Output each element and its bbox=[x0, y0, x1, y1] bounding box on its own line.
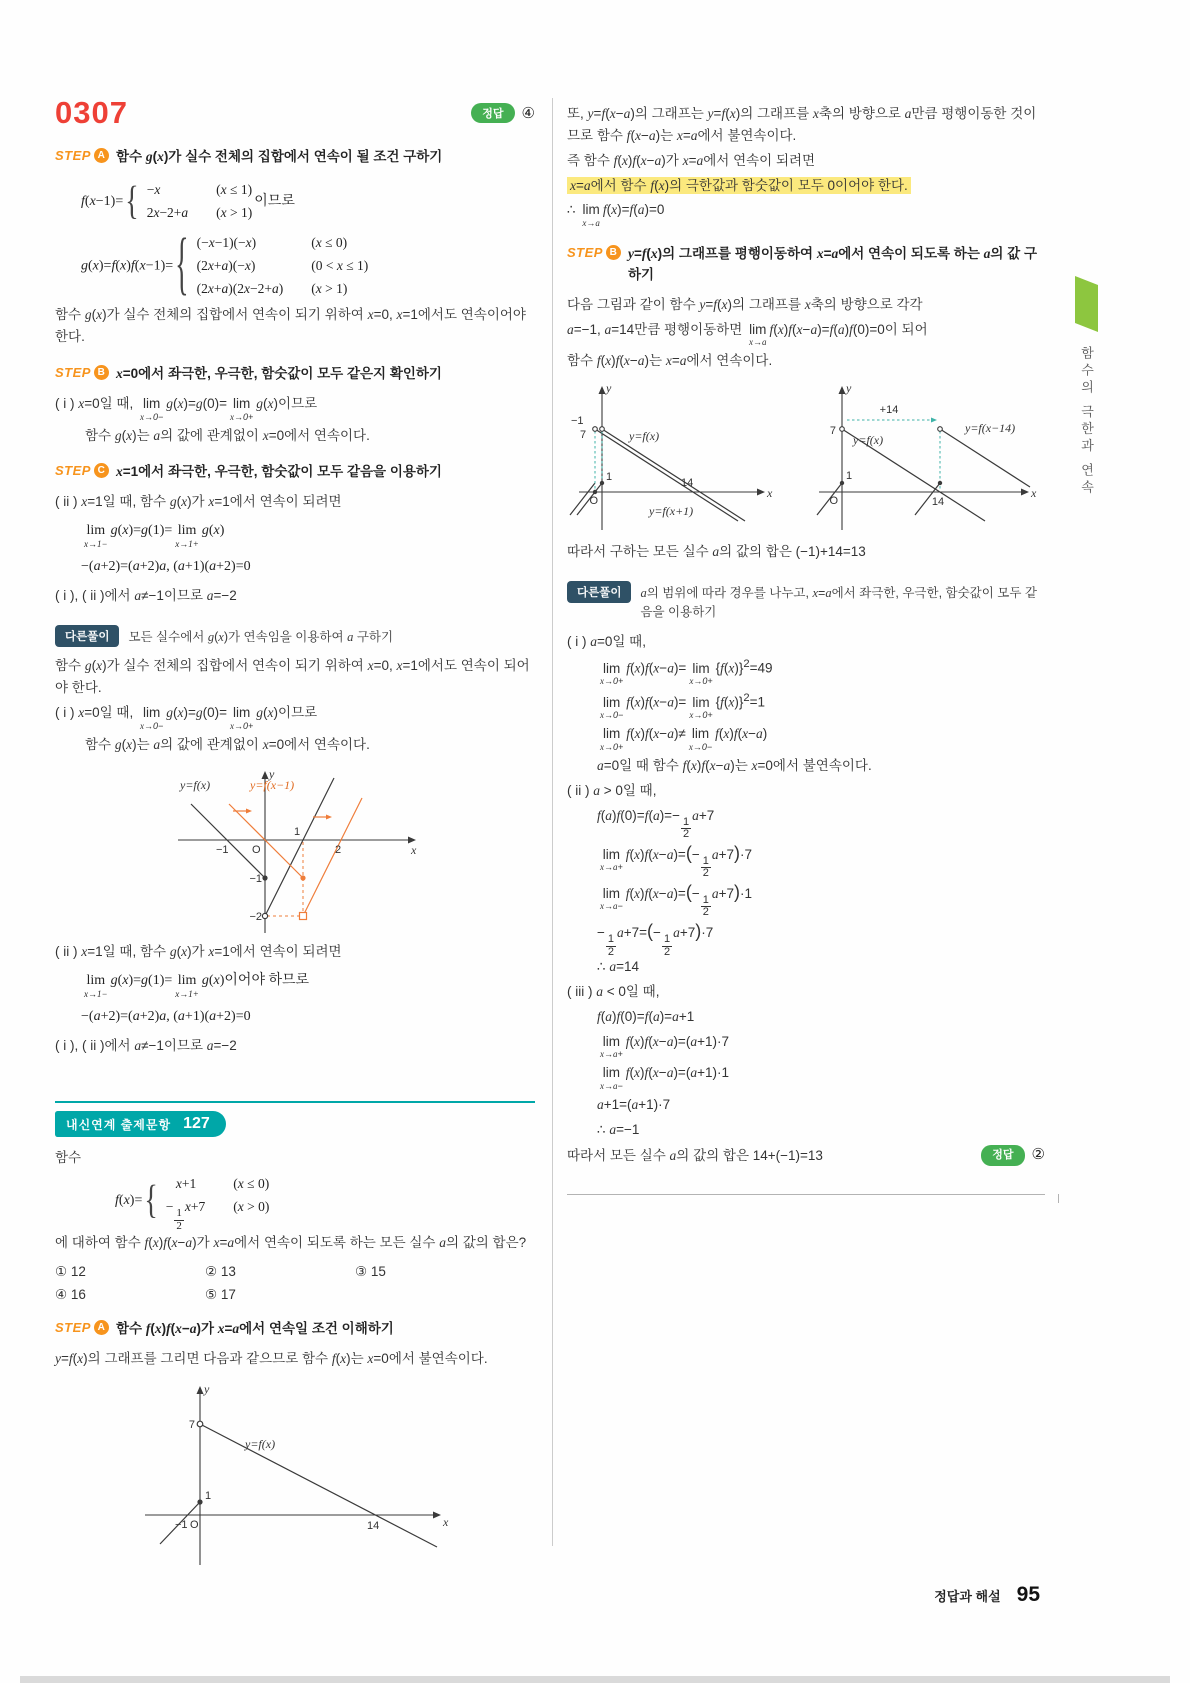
alternate-solution-badge: 다른풀이 bbox=[55, 625, 119, 647]
tick-label: 7 bbox=[188, 1418, 195, 1431]
axis-label-x: x bbox=[767, 486, 773, 500]
paragraph: ( iii ) a < 0일 때, bbox=[567, 983, 660, 999]
page-footer bbox=[934, 1583, 1040, 1607]
paragraph: ( i ), ( ii )에서 a≠−1이므로 a=−2 bbox=[55, 588, 237, 604]
origin-label: O bbox=[829, 495, 838, 507]
paragraph: a=0일 때 함수 f(x)f(x−a)는 x=0에서 불연속이다. bbox=[597, 757, 872, 773]
math-line: lim x→a− f(x)f(x−a)=(a+1)·1 bbox=[600, 1065, 729, 1091]
curve-label-f-minus14: y=f(x−14) bbox=[965, 421, 1016, 435]
chapter-title-vertical: 함수의 극한과 연속 bbox=[1079, 346, 1094, 498]
paragraph: ( ii ) x=1일 때, 함수 g(x)가 x=1에서 연속이 되려면 bbox=[55, 494, 342, 510]
answer-indicator bbox=[981, 1143, 1045, 1167]
solution-end-rule bbox=[567, 1194, 1045, 1195]
tick-label: −1 bbox=[216, 844, 229, 857]
math-line: f(a)f(0)=f(a)=− $\frac{1}{2}$ a+7 bbox=[597, 807, 715, 841]
figure-translated-graphs bbox=[567, 382, 1045, 537]
math-line: lim x→1− g(x)=g(1)= lim x→1+ g(x)이어야 하므로 bbox=[84, 973, 310, 1000]
math-line: ∴ a=−1 bbox=[597, 1121, 640, 1137]
tick-label: −1 bbox=[175, 1518, 188, 1531]
curve-label-f: y=f(x) bbox=[245, 1436, 276, 1451]
axis-label-y: y bbox=[606, 382, 612, 395]
answer-value: ④ bbox=[521, 105, 535, 122]
highlighted-statement: x=a에서 함수 f(x)의 극한값과 함숫값이 모두 0이어야 한다. bbox=[567, 175, 1045, 197]
math-line: − $\frac{1}{2}$ a+7=(− $\frac{1}{2}$ a+7)·7 bbox=[597, 920, 714, 958]
tick-label: 14 bbox=[367, 1519, 380, 1532]
step-word: STEP bbox=[55, 365, 91, 381]
axis-label-y: y bbox=[204, 1381, 210, 1396]
paragraph: ( i ) x=0일 때, lim x→0− g(x)=g(0)= lim x→0+ g(x)이므로 bbox=[55, 396, 318, 422]
choice-4: ④ 16 bbox=[55, 1287, 86, 1303]
conclusion-line bbox=[567, 1143, 1045, 1167]
math-line: −(a+2)=(a+2)a, (a+1)(a+2)=0 bbox=[81, 559, 251, 575]
step-title: 함수 f(x)f(x−a)가 x=a에서 연속일 조건 이해하기 bbox=[115, 1321, 394, 1337]
origin-label: O bbox=[190, 1518, 199, 1531]
alternate-solution-badge: 다른풀이 bbox=[567, 581, 631, 603]
paragraph: y=f(x)의 그래프를 그리면 다음과 같으므로 함수 f(x)는 x=0에서 불연속이다. bbox=[55, 1351, 488, 1367]
math-line: f(x)= { x+1 (x ≤ 0) − $\frac{1}{2}$ x+7 (x > 0) bbox=[115, 1175, 270, 1232]
tick-label: 7 bbox=[580, 429, 587, 441]
graph-translations bbox=[567, 382, 1045, 537]
paragraph: 따라서 구하는 모든 실수 a의 값의 합은 (−1)+14=13 bbox=[567, 544, 866, 559]
paragraph: 또, y=f(x−a)의 그래프는 y=f(x)의 그래프를 x축의 방향으로 a만큼 평행이동한 것이므로 함수 f(x−a)는 x=a에서 불연속이다. bbox=[567, 106, 1037, 143]
paragraph: 에 대하여 함수 f(x)f(x−a)가 x=a에서 연속이 되도록 하는 모든 실수 a의 값의 합은? bbox=[55, 1235, 527, 1251]
step-badge bbox=[567, 244, 621, 260]
step-title: x=1에서 좌극한, 우극한, 함숫값이 모두 같음을 이용하기 bbox=[115, 464, 442, 480]
tick-label: 2 bbox=[335, 844, 342, 857]
paragraph: ∴ lim x→a f(x)=f(a)=0 bbox=[567, 202, 665, 228]
math-line: a+1=(a+1)·7 bbox=[597, 1096, 671, 1112]
tick-label: 1 bbox=[294, 826, 301, 839]
paragraph: a=−1, a=14만큼 평행이동하면 lim x→a f(x)f(x−a)=f(a)f(0)=0이 되어 bbox=[567, 321, 928, 348]
math-line: ∴ a=14 bbox=[597, 959, 639, 975]
paragraph: 함수 f(x)f(x−a)는 x=a에서 연속이다. bbox=[567, 353, 773, 369]
math-line: f(a)f(0)=f(a)=a+1 bbox=[597, 1008, 695, 1024]
paragraph: ( ii ) a > 0일 때, bbox=[567, 782, 657, 798]
axis-label-x: x bbox=[443, 1514, 449, 1529]
answer-indicator bbox=[471, 103, 535, 123]
curve-label-f: y=f(x) bbox=[853, 433, 884, 447]
axis-label-x: x bbox=[411, 843, 417, 858]
curve-label-f-shift: y=f(x−1) bbox=[250, 778, 295, 793]
paragraph: 함수 g(x)가 실수 전체의 집합에서 연속이 되기 위하여 x=0, x=1에서도 연속이 되어야 한다. bbox=[55, 658, 530, 696]
choice-1: ① 12 bbox=[55, 1264, 86, 1280]
step-badge bbox=[55, 147, 109, 163]
step-letter: C bbox=[94, 463, 109, 478]
tick-label: −2 bbox=[249, 911, 262, 924]
graph-fx bbox=[135, 1380, 455, 1570]
step-letter: B bbox=[94, 365, 109, 380]
tick-label: 1 bbox=[606, 471, 613, 483]
step-badge bbox=[55, 364, 109, 380]
answer-badge: 정답 bbox=[471, 103, 514, 123]
math-line: lim x→a− f(x)f(x−a)=(− $\frac{1}{2}$ a+7)·1 bbox=[600, 881, 753, 919]
step-b-heading bbox=[55, 364, 535, 385]
linked-problem-number: 127 bbox=[183, 1115, 210, 1133]
tick-label: −1 bbox=[571, 415, 584, 427]
step-word: STEP bbox=[55, 1320, 91, 1336]
step-word: STEP bbox=[567, 244, 603, 260]
tick-label: 14 bbox=[681, 477, 694, 489]
paragraph: 즉 함수 f(x)f(x−a)가 x=a에서 연속이 되려면 bbox=[567, 152, 816, 168]
answer-badge: 정답 bbox=[981, 1145, 1024, 1167]
alternate-solution-title: 모든 실수에서 g(x)가 연속임을 이용하여 a 구하기 bbox=[128, 630, 394, 644]
linked-problem-label: 내신연계 출제문항 bbox=[66, 1117, 172, 1132]
math-line: lim x→1− g(x)=g(1)= lim x→1+ g(x) bbox=[84, 523, 225, 550]
step-word: STEP bbox=[55, 463, 91, 479]
step-b2-heading bbox=[567, 244, 1045, 286]
tick-label: 14 bbox=[931, 496, 945, 508]
paragraph: ( i ), ( ii )에서 a≠−1이므로 a=−2 bbox=[55, 1038, 237, 1054]
choice-list bbox=[55, 1264, 535, 1303]
paragraph: 함수 g(x)가 실수 전체의 집합에서 연속이 되기 위하여 x=0, x=1에서도 연속이어야 한다. bbox=[55, 307, 526, 345]
choice-3: ③ 15 bbox=[355, 1264, 386, 1280]
axis-label-y: y bbox=[846, 382, 852, 395]
footer-label: 정답과 해설 bbox=[934, 1589, 1001, 1604]
alternate-solution-heading bbox=[55, 625, 535, 647]
paragraph: 함수 g(x)는 a의 값에 관계없이 x=0에서 연속이다. bbox=[85, 736, 370, 752]
paragraph: ( i ) a=0일 때, bbox=[567, 633, 646, 649]
math-line: lim x→0+ f(x)f(x−a)≠ lim x→0− f(x)f(x−a) bbox=[600, 726, 768, 752]
paragraph: 다음 그림과 같이 함수 y=f(x)의 그래프를 x축의 방향으로 각각 bbox=[567, 296, 923, 312]
page-number: 95 bbox=[1016, 1583, 1040, 1606]
shift-label: +14 bbox=[879, 404, 899, 416]
paragraph: ( i ) x=0일 때, lim x→0− g(x)=g(0)= lim x→0+ g(x)이므로 bbox=[55, 705, 318, 731]
step-letter: B bbox=[606, 245, 621, 260]
conclusion-text: 따라서 모든 실수 a의 값의 합은 14+(−1)=13 bbox=[567, 1147, 823, 1163]
alternate-solution-heading bbox=[567, 581, 1045, 623]
step-badge bbox=[55, 462, 109, 478]
figure-gx-graph bbox=[55, 765, 535, 935]
problem-header bbox=[55, 95, 535, 131]
curve-label-f: y=f(x) bbox=[629, 429, 660, 443]
left-column bbox=[55, 95, 535, 1576]
step-title: y=f(x)의 그래프를 평행이동하여 x=a에서 연속이 되도록 하는 a의 값 구하기 bbox=[627, 245, 1037, 282]
math-line: lim x→a+ f(x)f(x−a)=(− $\frac{1}{2}$ a+7)·7 bbox=[600, 842, 753, 880]
problem-number: 0307 bbox=[55, 95, 128, 130]
tick-label: −1 bbox=[249, 873, 262, 886]
right-column bbox=[567, 100, 1045, 1195]
step-title: 함수 g(x)가 실수 전체의 집합에서 연속이 될 조건 구하기 bbox=[115, 149, 443, 164]
figure-fx-graph bbox=[55, 1380, 535, 1570]
curve-label-f: y=f(x) bbox=[180, 778, 211, 793]
math-line: lim x→0− f(x)f(x−a)= lim x→0+ $\{f(x)\}^2=1$ bbox=[600, 692, 766, 721]
math-line: −(a+2)=(a+2)a, (a+1)(a+2)=0 bbox=[81, 1009, 251, 1025]
curve-label-f-plus1: y=f(x+1) bbox=[649, 504, 694, 518]
alternate-solution-title: a의 범위에 따라 경우를 나누고, x=a에서 좌극한, 우극한, 함숫값이 모두 같음을 이용하기 bbox=[640, 585, 1037, 620]
math-line: f(x−1)= { −x (x ≤ 1) 2x−2+a (x > 1) 이므로 bbox=[81, 178, 295, 224]
chapter-tab bbox=[1075, 276, 1098, 332]
tick-label: 1 bbox=[846, 470, 853, 482]
step-letter: A bbox=[94, 148, 109, 163]
graph-f-and-f-shift bbox=[170, 765, 420, 935]
axis-label-x: x bbox=[1031, 486, 1037, 500]
column-divider bbox=[552, 98, 553, 1546]
axis-label-y: y bbox=[269, 767, 275, 782]
linked-problem-section bbox=[55, 1101, 535, 1137]
math-line: lim x→0+ f(x)f(x−a)= lim x→0+ $\{f(x)\}^2=49$ bbox=[600, 658, 773, 687]
page-bottom-strip bbox=[20, 1676, 1170, 1683]
origin-label: O bbox=[589, 495, 598, 507]
paragraph: ( ii ) x=1일 때, 함수 g(x)가 x=1에서 연속이 되려면 bbox=[55, 944, 342, 960]
tick-label: 1 bbox=[205, 1489, 212, 1502]
step-title: x=0에서 좌극한, 우극한, 함숫값이 모두 같은지 확인하기 bbox=[115, 366, 442, 382]
answer-value: ② bbox=[1031, 1146, 1045, 1164]
step-a2-heading bbox=[55, 1319, 535, 1340]
step-letter: A bbox=[94, 1320, 109, 1335]
paragraph: 함수 g(x)는 a의 값에 관계없이 x=0에서 연속이다. bbox=[85, 427, 370, 443]
origin-label: O bbox=[252, 844, 261, 857]
step-badge bbox=[55, 1319, 109, 1335]
choice-2: ② 13 bbox=[205, 1264, 236, 1280]
paragraph: 함수 bbox=[55, 1150, 82, 1166]
linked-problem-badge bbox=[55, 1111, 226, 1137]
math-line: lim x→a+ f(x)f(x−a)=(a+1)·7 bbox=[600, 1033, 729, 1060]
step-c-heading bbox=[55, 462, 535, 483]
tick-label: 7 bbox=[829, 425, 836, 437]
choice-5: ⑤ 17 bbox=[205, 1287, 236, 1303]
math-line: g(x)=f(x)f(x−1)= { (−x−1)(−x) (x ≤ 0) (2x+a)(−x) (0 < x ≤ 1) (2x+a)(2x−2+a) (x > 1) bbox=[81, 226, 369, 304]
step-word: STEP bbox=[55, 148, 91, 163]
